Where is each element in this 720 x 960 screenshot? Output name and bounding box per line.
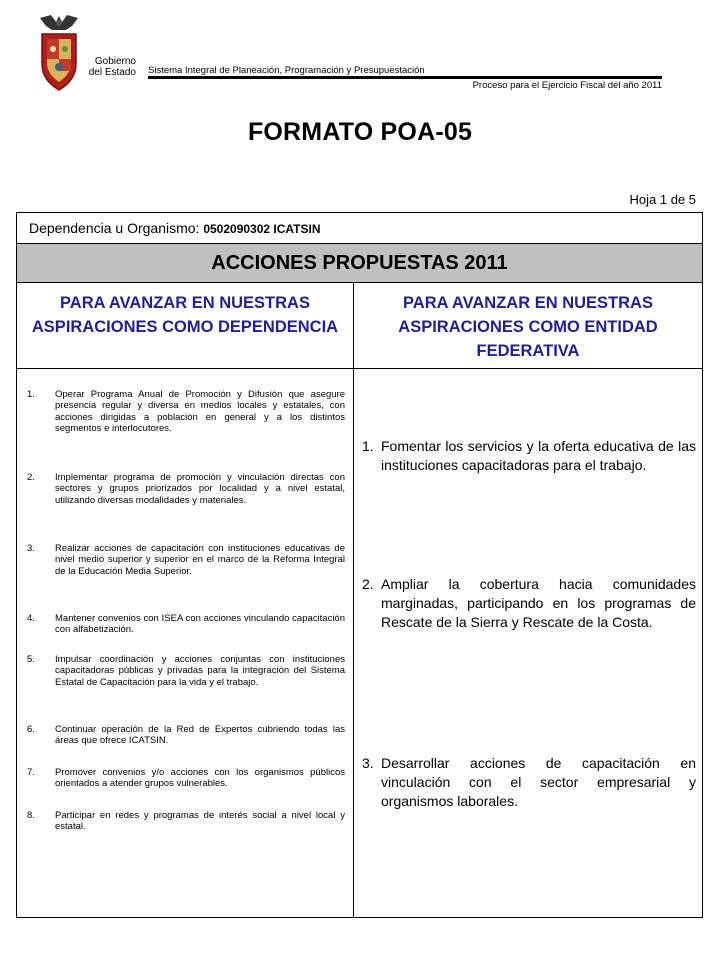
- item-number: 1.: [27, 389, 35, 400]
- item-number: 4.: [27, 613, 35, 624]
- right-list-item: [362, 575, 696, 632]
- left-list-item: [27, 810, 345, 833]
- proceso-label: Proceso para el Ejercicio Fiscal del año 2011: [472, 80, 662, 91]
- dependencia-label: Dependencia u Organismo: [29, 220, 196, 236]
- item-number: 3.: [362, 755, 374, 771]
- item-text: Promover convenios y/o acciones con los organismos públicos orientados a atender grupos vulnerables.: [55, 767, 345, 790]
- item-text: Realizar acciones de capacitación con instituciones educativas de nivel medio superior y superior en el marco de la Reforma Integral de la Educación Media Superior.: [55, 543, 345, 577]
- item-number: 6.: [27, 724, 35, 735]
- item-text: Ampliar la cobertura hacia comunidades marginadas, participando en los programas de Rescate de la Sierra y Rescate de la Costa.: [381, 576, 696, 630]
- right-list-item: [362, 754, 696, 811]
- form-table: [16, 212, 703, 918]
- left-list-item: [27, 613, 345, 636]
- item-text: Mantener convenios con ISEA con acciones vinculando capacitación con alfabetización.: [55, 613, 345, 636]
- left-list-item: [27, 654, 345, 688]
- header-rule: [148, 76, 662, 79]
- item-number: 8.: [27, 810, 35, 821]
- page-title: FORMATO POA-05: [247, 118, 473, 146]
- right-list-item: [362, 437, 696, 475]
- item-text: Impulsar coordinación y acciones conjuntas con instituciones capacitadoras públicas y privadas para la integración del Sistema Estatal de Capacitación para la vida y el trabajo.: [55, 654, 345, 688]
- left-list-item: [27, 543, 345, 577]
- state-seal-icon: [36, 12, 82, 96]
- item-number: 5.: [27, 654, 35, 665]
- item-number: 2.: [27, 472, 35, 483]
- item-number: 3.: [27, 543, 35, 554]
- item-text: Desarrollar acciones de capacitación en vinculación con el sector empresarial y organismos laborales.: [381, 755, 696, 809]
- right-column-heading: PARA AVANZAR EN NUESTRAS ASPIRACIONES COMO ENTIDAD FEDERATIVA: [354, 283, 702, 369]
- item-number: 2.: [362, 576, 374, 592]
- left-list-item: [27, 472, 345, 506]
- item-text: Participar en redes y programas de interés social a nivel local y estatal.: [55, 810, 345, 833]
- dependencia-row: Dependencia u Organismo: 0502090302 ICATSIN: [17, 213, 702, 244]
- gobierno-line1: Gobierno: [94, 56, 136, 67]
- item-text: Operar Programa Anual de Promoción y Difusión que asegure presencia regular y diversa en medios locales y estatales, con acciones dirigidas a población en general y a los distintos segmentos e interlocutores.: [55, 389, 345, 434]
- item-number: 1.: [362, 438, 374, 454]
- left-list-item: [27, 767, 345, 790]
- acciones-banner: ACCIONES PROPUESTAS 2011: [17, 244, 702, 283]
- gobierno-label: [84, 56, 136, 78]
- sistema-label: Sistema Integral de Planeación, Programación y Presupuestación: [148, 65, 425, 76]
- left-column-heading: PARA AVANZAR EN NUESTRAS ASPIRACIONES COMO DEPENDENCIA: [17, 283, 353, 369]
- left-list-item: [27, 724, 345, 747]
- item-number: 7.: [27, 767, 35, 778]
- column-divider: [353, 283, 354, 918]
- dependencia-value: 0502090302 ICATSIN: [203, 222, 321, 236]
- item-text: Implementar programa de promoción y vinculación directas con sectores y grupos priorizados por localidad y a nivel estatal, utilizando diversas modalidades y materiales.: [55, 472, 345, 506]
- item-text: Continuar operación de la Red de Expertos cubriendo todas las áreas que ofrece ICATSIN.: [55, 724, 345, 747]
- left-list-item: [27, 389, 345, 434]
- page-number: Hoja 1 de 5: [629, 192, 696, 207]
- gobierno-line2: del Estado: [88, 67, 136, 78]
- item-text: Fomentar los servicios y la oferta educativa de las instituciones capacitadoras para el trabajo.: [381, 438, 696, 473]
